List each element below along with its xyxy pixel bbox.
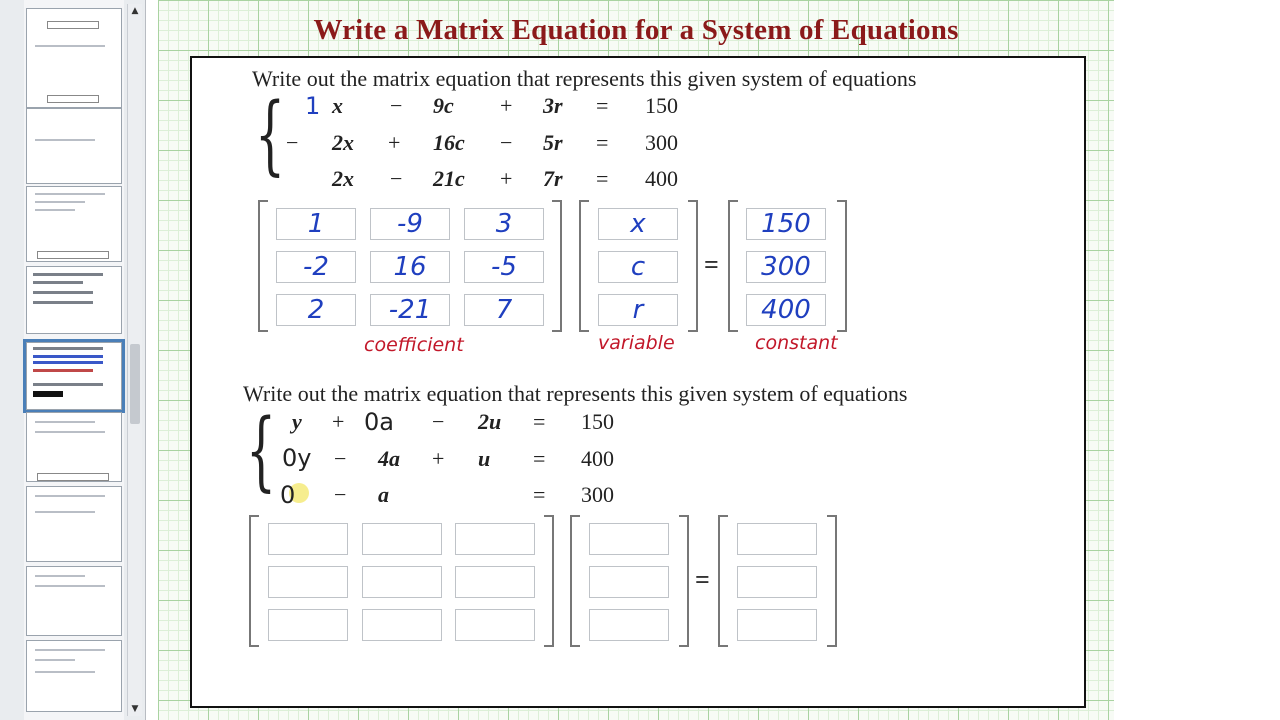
thumb-line bbox=[33, 273, 103, 276]
problem1-eq2-t2 bbox=[433, 130, 465, 156]
p2-var-cell-3[interactable] bbox=[589, 609, 669, 641]
term: 7r bbox=[543, 166, 563, 191]
thumb-line bbox=[35, 431, 105, 433]
slide-thumbnail-6[interactable] bbox=[26, 412, 122, 482]
p2-const-cell-1[interactable] bbox=[737, 523, 817, 555]
problem1-eq2-rhs: 300 bbox=[645, 130, 678, 155]
coef-cell-3-1[interactable]: 2 bbox=[276, 294, 356, 326]
thumb-line bbox=[35, 139, 95, 141]
coef-matrix-left-bracket bbox=[258, 200, 268, 332]
term: y bbox=[292, 409, 302, 434]
problem2-eq1-op3: − bbox=[432, 409, 445, 434]
term: 5r bbox=[543, 130, 563, 155]
slide-thumbnail-4[interactable] bbox=[26, 266, 122, 334]
problem1-eq2-op2: + bbox=[388, 130, 401, 155]
thumb-line bbox=[33, 361, 103, 364]
problem1-eq1-var bbox=[332, 93, 343, 119]
thumb-line bbox=[35, 45, 105, 47]
term: 21c bbox=[433, 166, 465, 191]
problem1-eq1-rhs: 150 bbox=[645, 93, 678, 118]
label-coefficient: coefficient bbox=[364, 334, 464, 356]
coef-cell-2-2[interactable]: 16 bbox=[370, 251, 450, 283]
problem2-eq1-rhs: 150 bbox=[581, 409, 614, 434]
slide-title: Write a Matrix Equation for a System of Equations bbox=[313, 14, 959, 46]
thumbnail-scrollbar[interactable] bbox=[127, 4, 142, 716]
p2-coef-cell-1-3[interactable] bbox=[455, 523, 535, 555]
problem2-eq3-rhs: 300 bbox=[581, 482, 614, 507]
term: 2u bbox=[478, 409, 502, 434]
problem1-eq2-equals: = bbox=[596, 130, 609, 155]
coef-matrix-right-bracket bbox=[552, 200, 562, 332]
thumb-line bbox=[33, 281, 83, 284]
thumb-shape bbox=[47, 95, 99, 103]
var-cell-1[interactable]: x bbox=[598, 208, 678, 240]
right-gutter bbox=[1114, 0, 1280, 720]
problem2-eq3-equals: = bbox=[533, 482, 546, 507]
thumb-shape bbox=[37, 473, 109, 481]
p2-var-matrix-left-bracket bbox=[570, 515, 580, 647]
thumb-shape bbox=[37, 251, 109, 259]
p2-var-cell-2[interactable] bbox=[589, 566, 669, 598]
slide-thumbnail-2[interactable] bbox=[26, 108, 122, 184]
slide-thumbnail-3[interactable] bbox=[26, 186, 122, 262]
label-variable: variable bbox=[598, 332, 675, 354]
problem2-prompt: Write out the matrix equation that represents this given system of equations bbox=[243, 381, 908, 406]
thumb-line bbox=[33, 391, 63, 397]
p2-coef-cell-1-1[interactable] bbox=[268, 523, 348, 555]
p2-coef-matrix-right-bracket bbox=[544, 515, 554, 647]
thumb-line bbox=[33, 355, 103, 358]
problem2-eq2-t2 bbox=[378, 446, 400, 472]
label-constant: constant bbox=[755, 332, 838, 354]
problem1-eq3-t1 bbox=[332, 166, 354, 192]
thumb-line bbox=[33, 369, 93, 372]
thumb-line bbox=[33, 291, 93, 294]
problem1-eq1-op3: + bbox=[500, 93, 513, 118]
matrix-equals-1: = bbox=[704, 250, 719, 279]
thumb-line bbox=[35, 193, 105, 195]
term: 9c bbox=[433, 93, 454, 118]
p2-coef-cell-2-3[interactable] bbox=[455, 566, 535, 598]
slide-thumbnail-5-selected[interactable] bbox=[26, 342, 122, 410]
problem1-eq2-op1: − bbox=[286, 130, 299, 155]
thumb-line bbox=[35, 495, 105, 497]
problem2-eq3-t2 bbox=[378, 482, 389, 508]
slide-thumbnail-panel bbox=[0, 0, 146, 720]
const-cell-1[interactable]: 150 bbox=[746, 208, 826, 240]
scroll-up-arrow-icon[interactable]: ▲ bbox=[131, 6, 139, 16]
problem2-eq1-equals: = bbox=[533, 409, 546, 434]
term: 4a bbox=[378, 446, 400, 471]
p2-coef-cell-1-2[interactable] bbox=[362, 523, 442, 555]
term: a bbox=[378, 482, 389, 507]
term: 2x bbox=[332, 130, 354, 155]
thumb-line bbox=[33, 347, 103, 350]
slide-thumbnail-8[interactable] bbox=[26, 566, 122, 636]
coef-cell-1-2[interactable]: -9 bbox=[370, 208, 450, 240]
problem2-eq1-t1 bbox=[292, 409, 302, 435]
problem2-eq2-t1-handwritten: 0y bbox=[282, 444, 312, 472]
p2-var-matrix-right-bracket bbox=[679, 515, 689, 647]
problem1-eq3-t3 bbox=[543, 166, 563, 192]
coef-cell-1-3[interactable]: 3 bbox=[464, 208, 544, 240]
coef-cell-3-3[interactable]: 7 bbox=[464, 294, 544, 326]
thumb-line bbox=[35, 511, 95, 513]
problem1-eq1-equals: = bbox=[596, 93, 609, 118]
problem1-eq2-t3 bbox=[543, 130, 563, 156]
coef-cell-3-2[interactable]: -21 bbox=[370, 294, 450, 326]
problem2-eq3-t1-handwritten: 0 bbox=[280, 481, 296, 509]
problem1-eq1-op2: − bbox=[390, 93, 403, 118]
var-x: x bbox=[332, 93, 343, 118]
p2-coef-matrix-left-bracket bbox=[249, 515, 259, 647]
slide-thumbnail-7[interactable] bbox=[26, 486, 122, 562]
thumb-line bbox=[35, 649, 105, 651]
problem2-eq2-t3 bbox=[478, 446, 490, 472]
p2-coef-cell-3-3[interactable] bbox=[455, 609, 535, 641]
const-cell-3[interactable]: 400 bbox=[746, 294, 826, 326]
thumb-line bbox=[35, 421, 95, 423]
var-matrix-right-bracket bbox=[688, 200, 698, 332]
slide-thumbnail-9[interactable] bbox=[26, 640, 122, 712]
problem2-eq3-op2: − bbox=[334, 482, 347, 507]
scrollbar-thumb[interactable] bbox=[130, 344, 140, 424]
problem1-eq2-t1 bbox=[332, 130, 354, 156]
coef-cell-1-1[interactable]: 1 bbox=[276, 208, 356, 240]
problem1-eq1-coef-handwritten: 1 bbox=[305, 92, 321, 120]
thumb-line bbox=[35, 209, 75, 211]
p2-coef-cell-2-2[interactable] bbox=[362, 566, 442, 598]
thumb-shape bbox=[47, 21, 99, 29]
term: 16c bbox=[433, 130, 465, 155]
var-cell-2[interactable]: c bbox=[598, 251, 678, 283]
var-cell-3[interactable]: r bbox=[598, 294, 678, 326]
const-matrix-right-bracket bbox=[837, 200, 847, 332]
problem1-eq2-op3: − bbox=[500, 130, 513, 155]
term: 2x bbox=[332, 166, 354, 191]
problem1-eq3-t2 bbox=[433, 166, 465, 192]
problem2-brace: { bbox=[246, 401, 277, 501]
thumb-line bbox=[35, 671, 95, 673]
const-matrix-left-bracket bbox=[728, 200, 738, 332]
term: u bbox=[478, 446, 491, 471]
p2-coef-cell-2-1[interactable] bbox=[268, 566, 348, 598]
thumb-line bbox=[33, 383, 103, 386]
thumb-line bbox=[35, 659, 75, 661]
problem2-eq1-t2-handwritten: 0a bbox=[364, 408, 394, 436]
problem1-eq3-rhs: 400 bbox=[645, 166, 678, 191]
thumb-line bbox=[33, 301, 93, 304]
problem1-eq1-t3 bbox=[543, 93, 563, 119]
coef-cell-2-3[interactable]: -5 bbox=[464, 251, 544, 283]
problem2-eq2-rhs: 400 bbox=[581, 446, 614, 471]
problem2-eq1-t3 bbox=[478, 409, 501, 435]
thumb-line bbox=[35, 585, 105, 587]
problem2-eq2-equals: = bbox=[533, 446, 546, 471]
p2-var-cell-1[interactable] bbox=[589, 523, 669, 555]
problem2-eq1-op2: + bbox=[332, 409, 345, 434]
const-cell-2[interactable]: 300 bbox=[746, 251, 826, 283]
problem1-eq3-equals: = bbox=[596, 166, 609, 191]
slide-thumbnail-1[interactable] bbox=[26, 8, 122, 108]
p2-coef-cell-3-1[interactable] bbox=[268, 609, 348, 641]
p2-const-matrix-right-bracket bbox=[827, 515, 837, 647]
thumb-line bbox=[35, 575, 85, 577]
problem2-eq2-op3: + bbox=[432, 446, 445, 471]
problem1-brace: { bbox=[255, 85, 286, 185]
problem1-eq3-op3: + bbox=[500, 166, 513, 191]
scroll-down-arrow-icon[interactable]: ▼ bbox=[131, 704, 139, 714]
term: 3r bbox=[543, 93, 563, 118]
problem1-eq3-op2: − bbox=[390, 166, 403, 191]
p2-const-matrix-left-bracket bbox=[718, 515, 728, 647]
p2-const-cell-2[interactable] bbox=[737, 566, 817, 598]
p2-const-cell-3[interactable] bbox=[737, 609, 817, 641]
problem2-eq2-op2: − bbox=[334, 446, 347, 471]
problem1-eq1-t2 bbox=[433, 93, 454, 119]
thumb-line bbox=[35, 201, 85, 203]
coef-cell-2-1[interactable]: -2 bbox=[276, 251, 356, 283]
matrix-equals-2: = bbox=[695, 565, 710, 594]
p2-coef-cell-3-2[interactable] bbox=[362, 609, 442, 641]
problem1-prompt: Write out the matrix equation that represents this given system of equations bbox=[252, 66, 917, 91]
var-matrix-left-bracket bbox=[579, 200, 589, 332]
